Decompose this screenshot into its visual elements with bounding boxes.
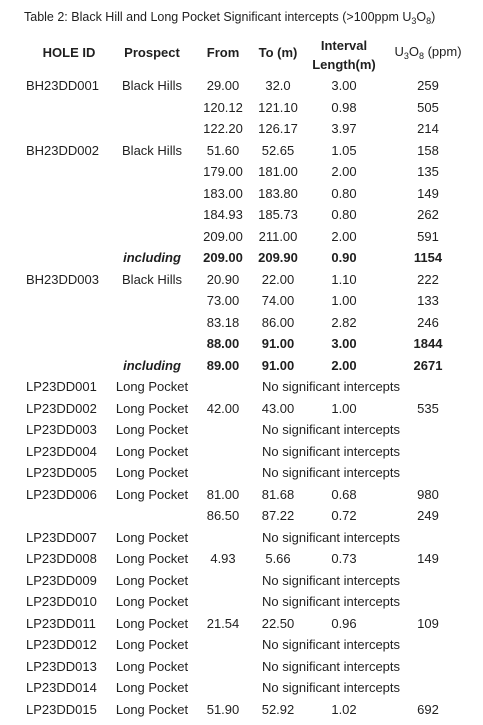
note-cell: No significant intercepts	[262, 379, 401, 394]
from-cell: 20.90	[206, 271, 240, 287]
u3o8-cell: 259	[417, 78, 439, 93]
hole-id-cell: LP23DD002	[26, 400, 97, 416]
prospect-cell: Black Hills	[122, 78, 182, 93]
from-cell: 88.00	[206, 336, 240, 351]
interval-cell: 1.02	[331, 701, 357, 717]
from-cell: 51.90	[206, 701, 240, 717]
table-row	[0, 161, 483, 182]
table-row	[0, 376, 483, 397]
interval-cell: 0.98	[331, 99, 357, 115]
table-row	[0, 591, 483, 612]
to-cell: 126.17	[258, 121, 298, 136]
caption-o: O	[416, 10, 427, 24]
u3o8-cell: 133	[417, 293, 439, 308]
to-cell: 185.73	[258, 207, 298, 222]
from-cell: 89.00	[206, 357, 240, 373]
table-row	[0, 484, 483, 505]
from-cell: 209.00	[203, 228, 243, 244]
prospect-cell: Long Pocket	[115, 486, 189, 502]
interval-cell: 0.80	[331, 207, 357, 222]
prospect-cell: Long Pocket	[115, 572, 189, 588]
u3o8-cell: 262	[417, 207, 439, 222]
caption-suffix: )	[431, 10, 436, 24]
to-cell: 81.68	[261, 486, 295, 502]
table-row	[0, 75, 483, 96]
u3o8-cell: 135	[417, 164, 439, 179]
header-u-suffix: (ppm)	[423, 44, 462, 59]
prospect-cell: Long Pocket	[115, 379, 189, 394]
table-row	[0, 699, 483, 720]
hole-id-cell: LP23DD009	[26, 572, 97, 588]
to-cell: 22.50	[261, 615, 295, 631]
to-cell: 183.80	[258, 185, 298, 201]
u3o8-cell: 249	[417, 508, 439, 523]
hole-id-cell: LP23DD011	[26, 615, 96, 631]
interval-cell: 1.00	[331, 293, 357, 308]
hole-id-cell: LP23DD008	[26, 551, 97, 566]
note-cell: No significant intercepts	[262, 443, 401, 459]
table-row	[0, 613, 483, 634]
to-cell: 91.00	[261, 357, 295, 373]
prospect-cell: Long Pocket	[115, 615, 189, 631]
interval-cell: 3.97	[331, 121, 357, 136]
note-cell: No significant intercepts	[262, 594, 401, 609]
note-cell: No significant intercepts	[262, 572, 401, 588]
hole-id-cell: LP23DD006	[26, 486, 97, 502]
to-cell: 43.00	[261, 400, 295, 416]
interval-cell: 0.73	[331, 551, 357, 566]
interval-cell: 2.82	[331, 314, 357, 330]
note-cell: No significant intercepts	[262, 680, 401, 695]
from-cell: 51.60	[206, 142, 240, 158]
hole-id-cell: LP23DD013	[26, 658, 97, 674]
prospect-cell: Long Pocket	[115, 680, 189, 695]
u3o8-cell: 505	[417, 99, 439, 115]
u3o8-cell: 2671	[413, 357, 443, 373]
prospect-cell: Long Pocket	[115, 443, 189, 459]
interval-cell: 0.80	[331, 185, 357, 201]
u3o8-cell: 591	[417, 228, 439, 244]
prospect-cell: Black Hills	[122, 142, 182, 158]
u3o8-cell: 214	[417, 121, 439, 136]
header-interval-line2: Length(m)	[312, 57, 376, 72]
prospect-cell: Long Pocket	[115, 637, 189, 652]
table-row	[0, 419, 483, 440]
table-row	[0, 247, 483, 268]
hole-id-cell: LP23DD015	[26, 701, 97, 717]
prospect-cell: Long Pocket	[115, 594, 189, 609]
hole-id-cell: LP23DD005	[26, 465, 97, 480]
prospect-cell: Long Pocket	[115, 551, 189, 566]
note-cell: No significant intercepts	[262, 422, 401, 437]
u3o8-cell: 535	[417, 400, 439, 416]
caption-prefix: Table 2: Black Hill and Long Pocket Significant intercepts (>100ppm U	[24, 10, 412, 24]
to-cell: 32.0	[265, 78, 291, 93]
from-cell: 179.00	[203, 164, 243, 179]
table-row	[0, 204, 483, 225]
header-u3o8	[388, 44, 468, 59]
to-cell: 86.00	[261, 314, 295, 330]
to-cell: 121.10	[258, 99, 298, 115]
table-row	[0, 527, 483, 548]
prospect-cell: Long Pocket	[115, 701, 189, 717]
header-from: From	[206, 45, 240, 60]
from-cell: 42.00	[206, 400, 240, 416]
header-u-sub8: 8	[418, 51, 424, 61]
table-row	[0, 462, 483, 483]
header-prospect: Prospect	[124, 45, 180, 60]
prospect-cell: Long Pocket	[115, 422, 189, 437]
to-cell: 52.65	[261, 142, 295, 158]
u3o8-cell: 692	[417, 701, 439, 717]
from-cell: 4.93	[210, 551, 236, 566]
note-cell: No significant intercepts	[262, 658, 401, 674]
table-row	[0, 634, 483, 655]
header-hole-id: HOLE ID	[42, 45, 96, 60]
header-interval-line1: Interval	[320, 38, 368, 53]
hole-id-cell: LP23DD001	[26, 379, 97, 394]
interval-cell: 0.90	[331, 250, 357, 265]
note-cell: No significant intercepts	[262, 529, 401, 545]
table-row	[0, 269, 483, 290]
u3o8-cell: 158	[417, 142, 439, 158]
u3o8-cell: 222	[417, 271, 439, 287]
u3o8-cell: 109	[417, 615, 439, 631]
header-to: To (m)	[258, 45, 298, 60]
table-row	[0, 656, 483, 677]
hole-id-cell: LP23DD012	[26, 637, 97, 652]
table-row	[0, 97, 483, 118]
interval-cell: 3.00	[331, 336, 357, 351]
caption-subscript-8: 8	[426, 16, 432, 26]
table-row	[0, 312, 483, 333]
table-row	[0, 118, 483, 139]
table-row	[0, 505, 483, 526]
from-cell: 29.00	[206, 78, 240, 93]
hole-id-cell: LP23DD010	[26, 594, 97, 609]
prospect-cell: including	[123, 250, 181, 265]
interval-cell: 3.00	[331, 78, 357, 93]
interval-cell: 2.00	[331, 357, 357, 373]
u3o8-cell: 246	[417, 314, 439, 330]
prospect-cell: Long Pocket	[115, 400, 189, 416]
u3o8-cell: 980	[417, 486, 439, 502]
table-row	[0, 226, 483, 247]
to-cell: 52.92	[261, 701, 295, 717]
to-cell: 209.90	[258, 250, 298, 265]
interval-cell: 1.10	[331, 271, 357, 287]
hole-id-cell: BH23DD001	[26, 78, 99, 93]
interval-cell: 1.05	[331, 142, 357, 158]
to-cell: 211.00	[258, 228, 298, 244]
to-cell: 22.00	[261, 271, 295, 287]
prospect-cell: Long Pocket	[115, 658, 189, 674]
hole-id-cell: LP23DD014	[26, 680, 97, 695]
interval-cell: 0.96	[331, 615, 357, 631]
table-row	[0, 677, 483, 698]
table-row	[0, 333, 483, 354]
table-row	[0, 441, 483, 462]
from-cell: 184.93	[203, 207, 243, 222]
hole-id-cell: BH23DD002	[26, 142, 99, 158]
from-cell: 86.50	[206, 508, 240, 523]
prospect-cell: Long Pocket	[115, 465, 189, 480]
from-cell: 120.12	[203, 99, 243, 115]
interval-cell: 0.72	[331, 508, 357, 523]
from-cell: 81.00	[206, 486, 240, 502]
caption-subscript-3: 3	[411, 16, 417, 26]
header-u-prefix: U	[394, 44, 404, 59]
interval-cell: 1.00	[331, 400, 357, 416]
note-cell: No significant intercepts	[262, 637, 401, 652]
to-cell: 91.00	[261, 336, 295, 351]
to-cell: 87.22	[261, 508, 295, 523]
hole-id-cell: BH23DD003	[26, 271, 99, 287]
prospect-cell: Black Hills	[122, 271, 182, 287]
table-row	[0, 570, 483, 591]
header-interval	[308, 36, 380, 74]
u3o8-cell: 1844	[413, 336, 443, 351]
prospect-cell: including	[123, 357, 181, 373]
u3o8-cell: 1154	[413, 250, 443, 265]
table-row	[0, 183, 483, 204]
hole-id-cell: LP23DD007	[26, 529, 97, 545]
from-cell: 183.00	[203, 185, 243, 201]
to-cell: 5.66	[265, 551, 291, 566]
from-cell: 73.00	[206, 293, 240, 308]
header-u-o: O	[408, 44, 419, 59]
table-row	[0, 355, 483, 376]
table-row	[0, 290, 483, 311]
hole-id-cell: LP23DD004	[26, 443, 97, 459]
interval-cell: 2.00	[331, 228, 357, 244]
from-cell: 21.54	[206, 615, 240, 631]
interval-cell: 2.00	[331, 164, 357, 179]
to-cell: 74.00	[261, 293, 295, 308]
table-row	[0, 548, 483, 569]
to-cell: 181.00	[258, 164, 298, 179]
table-caption	[24, 10, 435, 24]
from-cell: 83.18	[206, 314, 240, 330]
interval-cell: 0.68	[331, 486, 357, 502]
u3o8-cell: 149	[417, 185, 439, 201]
note-cell: No significant intercepts	[262, 465, 401, 480]
from-cell: 122.20	[203, 121, 243, 136]
prospect-cell: Long Pocket	[115, 529, 189, 545]
table-row	[0, 398, 483, 419]
hole-id-cell: LP23DD003	[26, 422, 97, 437]
table-row	[0, 140, 483, 161]
header-u-sub3: 3	[403, 51, 409, 61]
u3o8-cell: 149	[417, 551, 439, 566]
from-cell: 209.00	[203, 250, 243, 265]
